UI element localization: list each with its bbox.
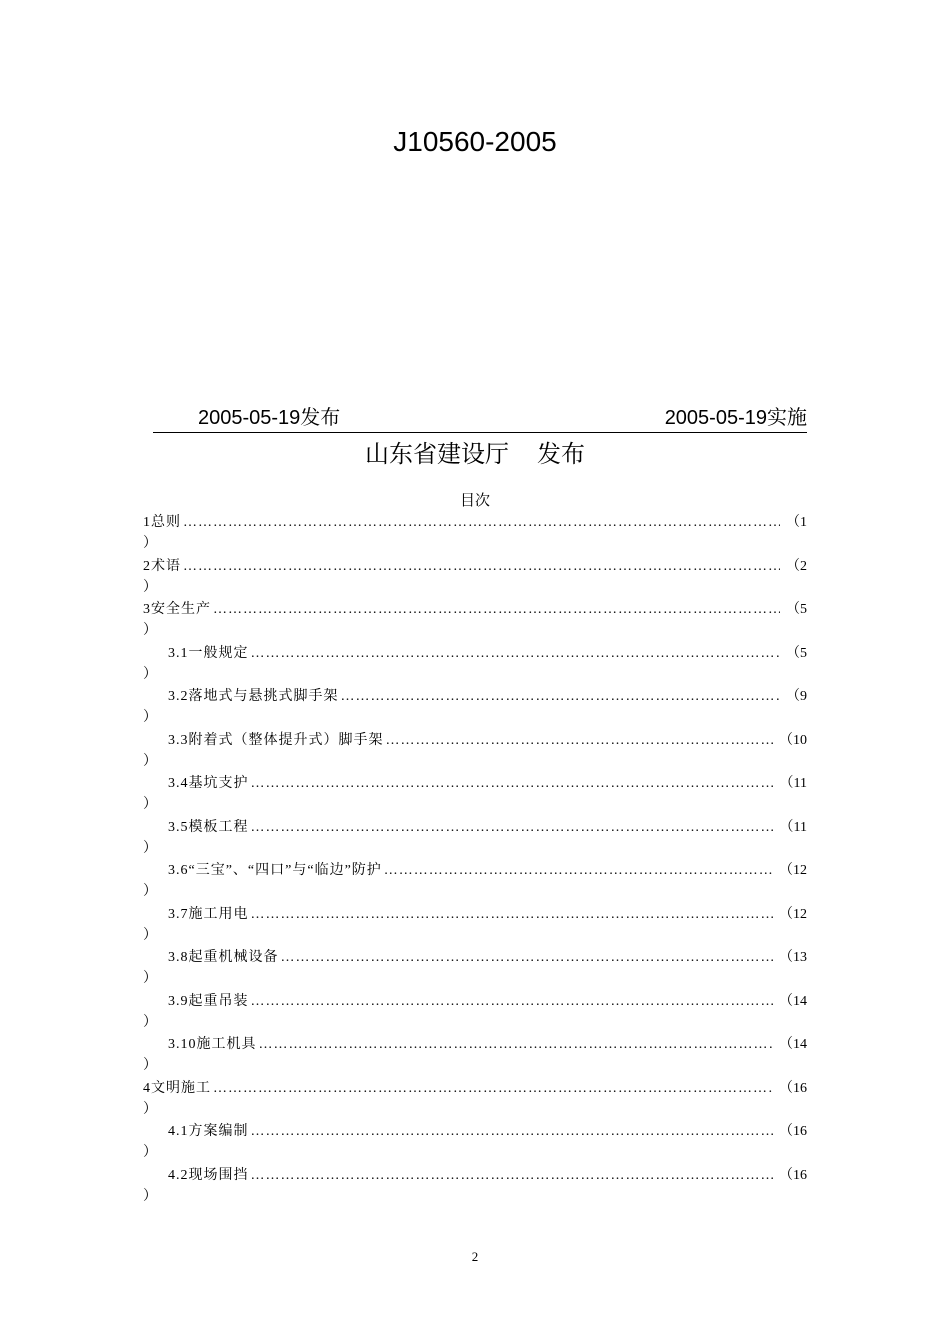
toc-entry-close: ）: [143, 1145, 157, 1160]
toc-entry-page: （5: [786, 602, 807, 617]
toc-entry-page: （12: [779, 863, 807, 878]
toc-leader-dots: [213, 599, 780, 621]
toc-entry[interactable]: [143, 947, 807, 991]
toc-entry-close: ）: [143, 753, 157, 769]
toc-entry-close: ）: [143, 666, 157, 682]
toc-entry[interactable]: [143, 1034, 807, 1078]
toc-entry-page: （16: [779, 1080, 807, 1096]
toc-entry-page: （13: [779, 950, 807, 965]
toc-entry-label: 3.2落地式与悬挑式脚手架: [168, 689, 339, 704]
toc-entry-close: ）: [143, 1058, 157, 1073]
toc-entry-label: 3.1一般规定: [168, 645, 249, 661]
toc-entry[interactable]: [143, 991, 807, 1035]
toc-entry-label: 3安全生产: [143, 602, 211, 617]
toc-entry[interactable]: [143, 904, 807, 948]
toc-leader-dots: [384, 860, 773, 882]
toc-entry-label: 3.5模板工程: [168, 819, 249, 835]
toc-entry-label: 4文明施工: [143, 1080, 211, 1096]
toc-entry[interactable]: [143, 730, 807, 774]
issuer-name: 山东省建设厅: [365, 441, 509, 468]
toc-entry-label: 3.6“三宝”、“四口”与“临边”防护: [168, 863, 382, 878]
toc-entry-close: ）: [143, 579, 157, 595]
toc-entry[interactable]: [143, 860, 807, 904]
toc-entry-label: 3.10施工机具: [168, 1037, 257, 1052]
toc-entry-label: 3.4基坑支护: [168, 776, 249, 791]
toc-entry-page: （1: [786, 515, 807, 530]
toc-entry[interactable]: [143, 643, 807, 687]
toc-title: 目次: [459, 493, 490, 509]
toc-entry-page: （12: [779, 906, 807, 922]
toc-leader-dots: [251, 1121, 774, 1143]
toc-leader-dots: [251, 1165, 774, 1187]
toc-entry-page: （14: [779, 993, 807, 1009]
toc-entry-label: 4.1方案编制: [168, 1124, 249, 1139]
table-of-contents: [143, 512, 807, 1208]
toc-leader-dots: [251, 773, 774, 795]
toc-entry-label: 3.8起重机械设备: [168, 950, 279, 965]
toc-entry-close: ）: [143, 710, 157, 725]
issue-word: 发布: [537, 441, 585, 468]
toc-leader-dots: [213, 1078, 773, 1100]
toc-leader-dots: [183, 556, 780, 578]
toc-entry-page: （14: [779, 1037, 807, 1052]
toc-entry-page: （10: [779, 732, 807, 748]
toc-entry-page: （11: [779, 776, 807, 791]
toc-entry-close: ）: [143, 1101, 157, 1117]
toc-leader-dots: [251, 991, 774, 1013]
toc-entry-close: ）: [143, 536, 157, 551]
toc-entry[interactable]: [143, 556, 807, 600]
toc-entry[interactable]: [143, 686, 807, 730]
toc-entry-label: 1总则: [143, 515, 181, 530]
toc-entry-close: ）: [143, 797, 157, 812]
toc-entry-close: ）: [143, 623, 157, 638]
toc-entry[interactable]: [143, 773, 807, 817]
toc-entry[interactable]: [143, 1121, 807, 1165]
toc-entry-label: 2术语: [143, 558, 181, 574]
toc-entry[interactable]: [143, 512, 807, 556]
toc-entry-page: （16: [779, 1124, 807, 1139]
toc-entry-close: ）: [143, 971, 157, 986]
toc-leader-dots: [251, 904, 774, 926]
toc-entry-page: （11: [779, 819, 807, 835]
toc-leader-dots: [251, 643, 781, 665]
toc-entry-label: 3.3附着式（整体提升式）脚手架: [168, 732, 384, 748]
toc-entry[interactable]: [143, 599, 807, 643]
toc-entry-close: ）: [143, 1188, 157, 1204]
toc-leader-dots: [281, 947, 774, 969]
toc-entry-close: ）: [143, 1014, 157, 1030]
toc-leader-dots: [259, 1034, 774, 1056]
toc-entry-close: ）: [143, 927, 157, 943]
toc-entry-page: （9: [786, 689, 807, 704]
toc-entry[interactable]: [143, 1078, 807, 1122]
issuer-line: [0, 438, 950, 472]
effective-date: 2005-05-19实施: [664, 407, 807, 429]
toc-entry-label: 4.2现场围挡: [168, 1167, 249, 1183]
toc-entry[interactable]: [143, 1165, 807, 1209]
toc-entry-label: 3.7施工用电: [168, 906, 249, 922]
issue-date: 2005-05-19发布: [198, 407, 341, 429]
toc-entry-page: （5: [786, 645, 807, 661]
horizontal-divider: [153, 432, 807, 433]
standard-code: J10560-2005: [393, 126, 557, 157]
toc-entry[interactable]: [143, 817, 807, 861]
toc-entry-label: 3.9起重吊装: [168, 993, 249, 1009]
toc-entry-close: ）: [143, 884, 157, 899]
toc-leader-dots: [183, 512, 780, 534]
toc-leader-dots: [341, 686, 781, 708]
toc-entry-close: ）: [143, 840, 157, 856]
toc-entry-page: （16: [779, 1167, 807, 1183]
page-number: 2: [471, 1249, 479, 1264]
date-row: [153, 404, 807, 432]
toc-leader-dots: [386, 730, 774, 752]
toc-leader-dots: [251, 817, 774, 839]
toc-entry-page: （2: [786, 558, 807, 574]
